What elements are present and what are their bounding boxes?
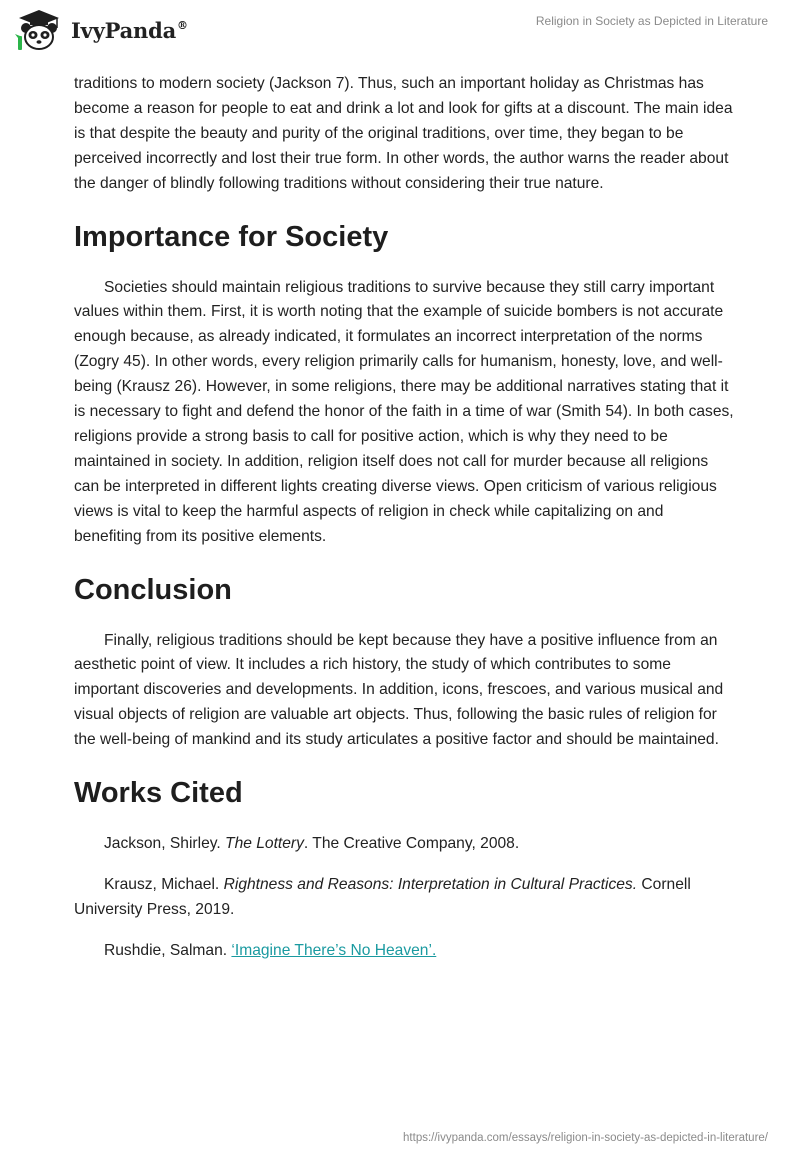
citation-entry: Krausz, Michael. Rightness and Reasons: Interpretation in Cultural Practices. Cornell University Press, 2019. — [74, 875, 691, 918]
source-url: https://ivypanda.com/essays/religion-in-society-as-depicted-in-literature/ — [403, 1132, 768, 1144]
section-body-conclusion: Finally, religious traditions should be kept because they have a positive influence from an aesthetic point of view. It includes a rich history, the study of which contributes to some important discoveries and developments. In addition, icons, frescoes, and various musical and visual objects of religion are valuable art objects. Thus, following the basic rules of religion for the well-being of mankind and its study articulates a positive factor and should be maintained. — [74, 631, 724, 749]
section-body-importance: Societies should maintain religious traditions to survive because they still carry important values within them. First, it is worth noting that the example of suicide bombers is not accurate enough because, as already indicated, it formulates an incorrect interpretation of the norms (Zogry 45). In other words, every religion primarily calls for humanism, honesty, love, and well-being (Krausz 26). However, in some religions, there may be additional narratives stating that it is necessary to fight and defend the honor of the faith in a time of war (Smith 54). In both cases, religions provide a strong basis to call for positive action, which is why they need to be maintained in society. In addition, religion itself does not call for murder because all religions can be interpreted in different lights creating diverse views. Open criticism of various religious views is vital to keep the harmful aspects of religion in check while capitalizing on and benefiting from its positive elements. — [74, 278, 734, 545]
document-title: Religion in Society as Depicted in Literature — [535, 14, 768, 28]
page-header — [0, 0, 800, 60]
essay-content — [74, 70, 734, 964]
citation-entry: Jackson, Shirley. The Lottery. The Creative Company, 2008. — [104, 835, 520, 853]
brand-logo[interactable] — [15, 8, 188, 52]
works-cited-heading: Works Cited — [74, 777, 243, 810]
section-heading-importance: Importance for Society — [74, 220, 389, 253]
brand-name: IvyPanda® — [71, 17, 188, 43]
section-heading-conclusion: Conclusion — [74, 573, 232, 606]
panda-graduate-icon — [15, 8, 63, 52]
intro-paragraph: traditions to modern society (Jackson 7). Thus, such an important holiday as Christmas has become a reason for people to eat and drink a lot and look for gifts at a discount. The main idea is that despite the beauty and purity of the original traditions, over time, they began to be perceived incorrectly and lost their true form. In other words, the author warns the reader about the danger of blindly following traditions without considering their true nature. — [74, 75, 733, 192]
citation-entry: Rushdie, Salman. ‘Imagine There’s No Heaven’. — [104, 941, 437, 959]
citation-link[interactable]: ‘Imagine There’s No Heaven’. — [231, 941, 437, 959]
